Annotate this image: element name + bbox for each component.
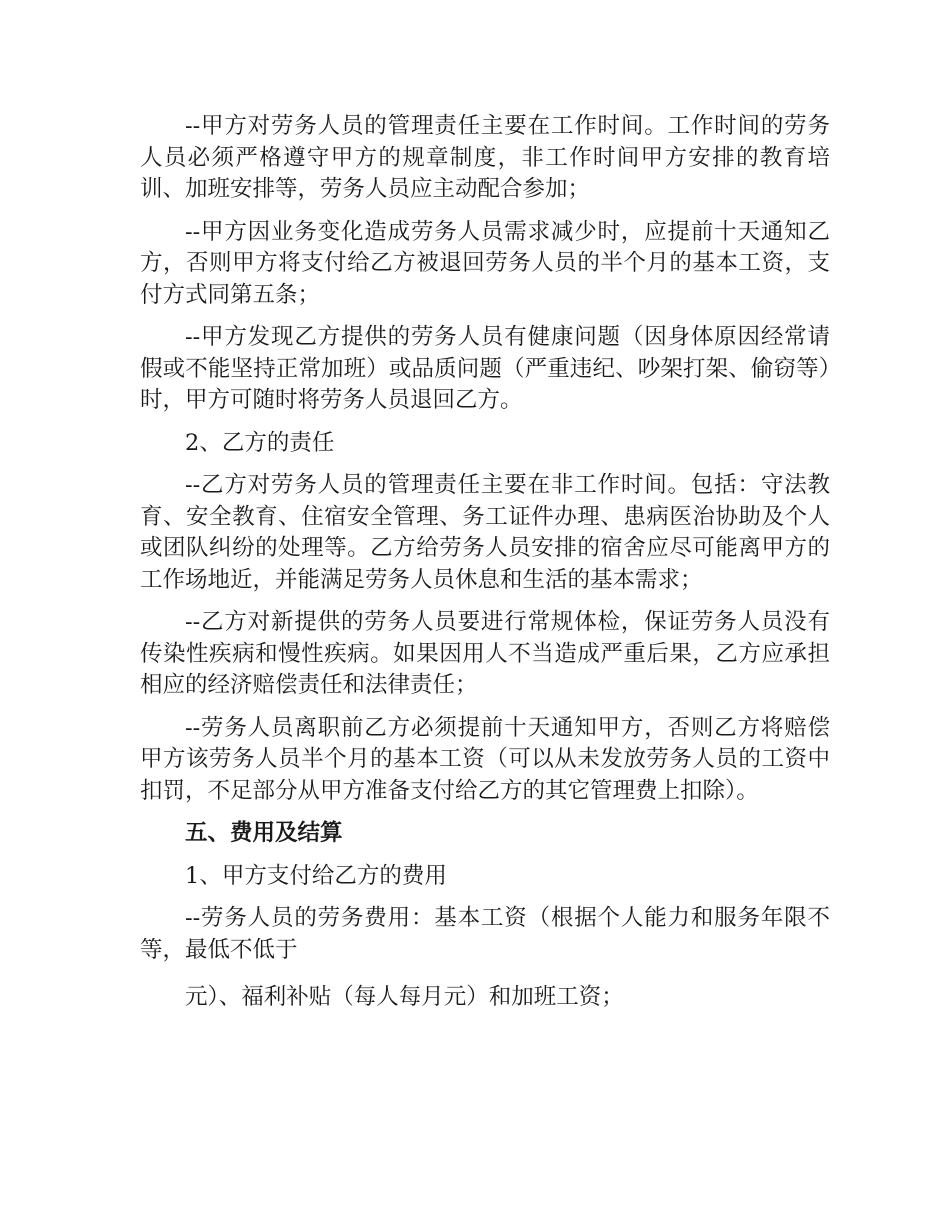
section-heading-fees-settlement: 五、费用及结算	[185, 820, 343, 846]
paragraph-party-a-working-time: --甲方对劳务人员的管理责任主要在工作时间。工作时间的劳务人员必须严格遵守甲方的规章制度，非工作时间甲方安排的教育培训、加班安排等，劳务人员应主动配合参加；	[140, 113, 830, 202]
subheading-party-b-responsibility: 2、乙方的责任	[185, 429, 335, 456]
subheading-fees-paid-to-party-b: 1、甲方支付给乙方的费用	[185, 862, 447, 889]
paragraph-party-a-demand-reduction: --甲方因业务变化造成劳务人员需求减少时，应提前十天通知乙方，否则甲方将支付给乙方被退回劳务人员的半个月的基本工资，支付方式同第五条；	[140, 218, 830, 308]
paragraph-allowance-overtime: 元）、福利补贴（每人每月元）和加班工资；	[185, 984, 624, 1010]
paragraph-party-b-health-check: --乙方对新提供的劳务人员要进行常规体检，保证劳务人员没有传染性疾病和慢性疾病。如果因用人不当造成严重后果，乙方应承担相应的经济赔偿责任和法律责任；	[140, 609, 830, 698]
paragraph-party-b-non-working-time: --乙方对劳务人员的管理责任主要在非工作时间。包括：守法教育、安全教育、住宿安全管理、务工证件办理、患病医治协助及个人或团队纠纷的处理等。乙方给劳务人员安排的宿舍应尽可能离甲方的工作场地近，并能满足劳务人员休息和生活的基本需求；	[140, 472, 830, 593]
document-body	[140, 111, 830, 1025]
paragraph-resignation-notice: --劳务人员离职前乙方必须提前十天通知甲方，否则乙方将赔偿甲方该劳务人员半个月的基本工资（可以从未发放劳务人员的工资中扣罚，不足部分从甲方准备支付给乙方的其它管理费上扣除）。	[140, 714, 830, 804]
paragraph-labor-fees: --劳务人员的劳务费用：基本工资（根据个人能力和服务年限不等，最低不低于	[140, 905, 830, 963]
paragraph-party-a-return-workers: --甲方发现乙方提供的劳务人员有健康问题（因身体原因经常请假或不能坚持正常加班）或品质问题（严重违纪、吵架打架、偷窃等）时，甲方可随时将劳务人员退回乙方。	[140, 324, 830, 413]
